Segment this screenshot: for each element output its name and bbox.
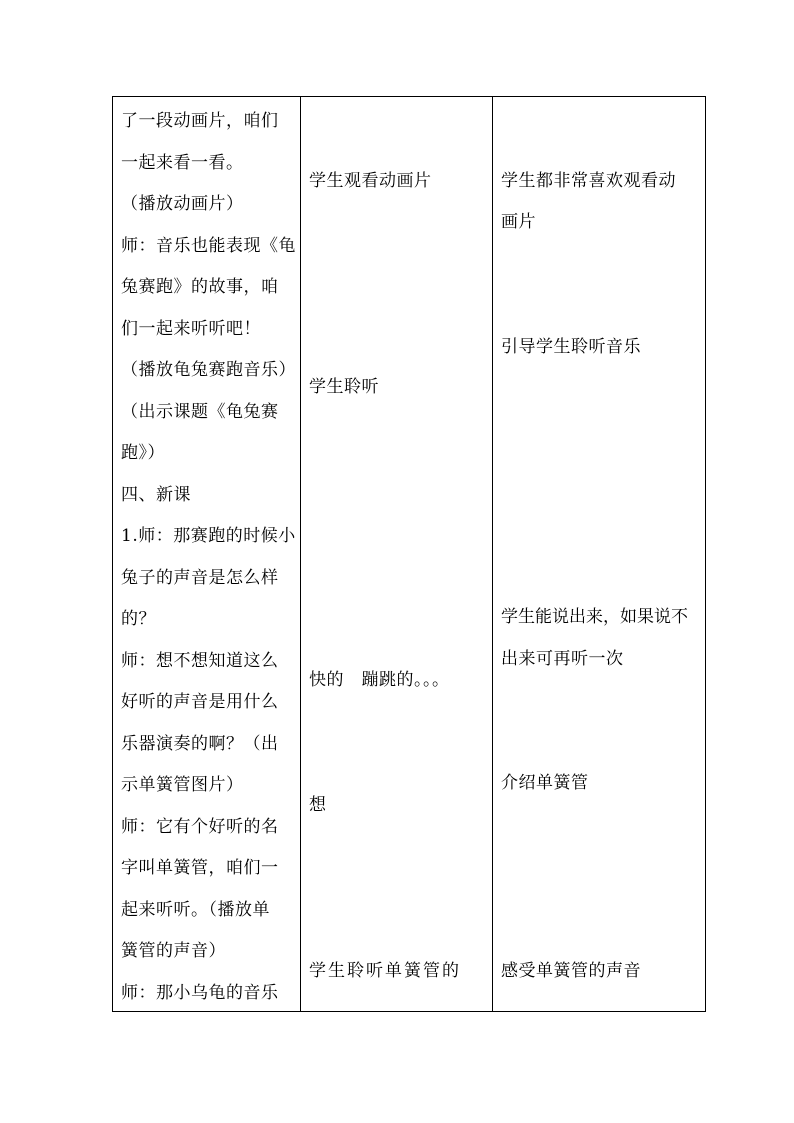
text-line: 簧管的声音） [121, 941, 226, 961]
text-line: 兔子的声音是怎么样 [121, 567, 279, 588]
text-line: 一起来看一看。 [121, 152, 244, 173]
text-line: 示单簧管图片） [121, 775, 244, 795]
intent-say-line1: 学生能说出来，如果说不 [501, 607, 688, 627]
text-line: 师：那小乌龟的音乐 [121, 982, 279, 1003]
column-divider-2 [492, 97, 493, 1011]
text-line: （播放动画片） [121, 194, 244, 214]
text-line: 兔赛跑》的故事，咱 [121, 277, 279, 297]
text-line: 1.师：那赛跑的时候小 [121, 526, 296, 546]
column-divider-1 [300, 97, 301, 1011]
intent-guide-text: 引导学生聆听音乐 [501, 337, 641, 357]
intent-like-line2: 画片 [501, 212, 536, 232]
text-line: 跑》） [121, 443, 165, 463]
text-line: 起来听听。（播放单 [121, 899, 270, 920]
text-line: 了一段动画片，咱们 [121, 111, 279, 131]
text-line: 乐器演奏的啊？（出 [121, 733, 279, 754]
student-watch-text: 学生观看动画片 [309, 171, 432, 191]
text-line: 字叫单簧管，咱们一 [121, 858, 279, 878]
text-line: 们一起来听听吧！ [121, 318, 261, 339]
student-want-text: 想 [309, 795, 327, 815]
text-line: 师：音乐也能表现《龟 [121, 235, 296, 256]
text-line: （播放龟兔赛跑音乐） [121, 360, 296, 380]
intent-feel-text: 感受单簧管的声音 [501, 961, 641, 981]
intent-intro-text: 介绍单簧管 [501, 773, 589, 793]
text-line: （出示课题《龟兔赛 [121, 401, 279, 422]
student-answer-text: 快的 蹦跳的。。。 [309, 670, 450, 690]
teacher-activity-column [121, 101, 299, 1014]
text-line: 师：想不想知道这么 [121, 650, 279, 671]
text-line: 师：它有个好听的名 [121, 816, 279, 837]
intent-like-line1: 学生都非常喜欢观看动 [501, 171, 676, 191]
student-listen-text: 学生聆听 [309, 377, 379, 397]
text-line: 四、新课 [121, 484, 191, 505]
lesson-plan-table [112, 96, 706, 1012]
text-line: 的？ [121, 609, 156, 629]
text-line: 好听的声音是用什么 [121, 692, 279, 712]
student-listen-clarinet-text: 学生聆听单簧管的 [309, 961, 461, 981]
intent-say-line2: 出来可再听一次 [501, 649, 624, 669]
